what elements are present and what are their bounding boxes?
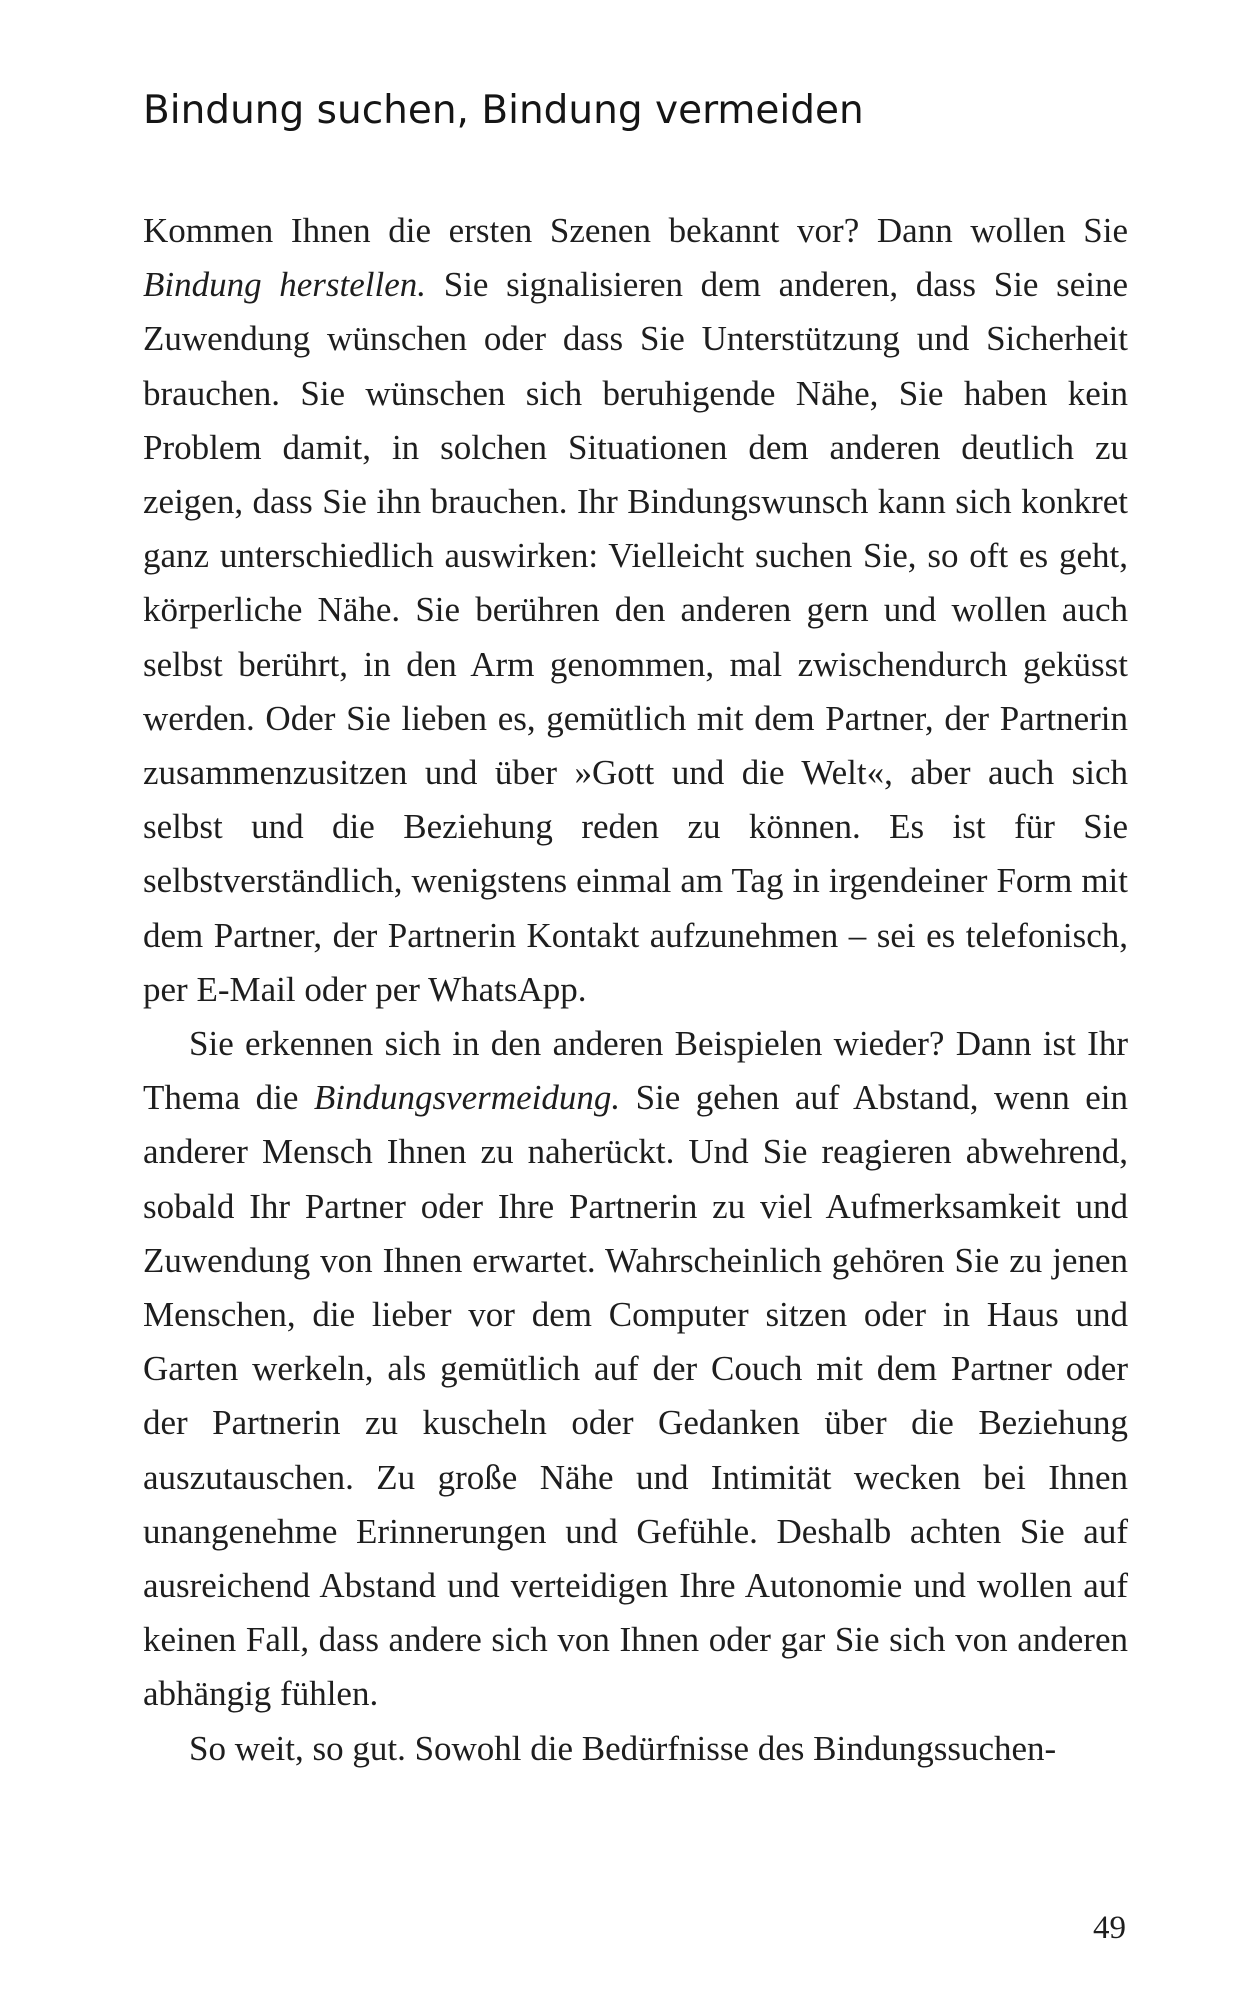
- paragraph-continuation: [143, 1722, 1128, 1776]
- paragraph-2-emphasis: Bindungsvermeidung.: [313, 1078, 621, 1118]
- paragraph-2-text-start: Sie erkennen sich in den anderen Beispielen wieder? Dann ist Ihr Thema die: [143, 1024, 1128, 1118]
- paragraph-bindungsvermeidung: [143, 1017, 1128, 1722]
- section-heading: Bindung suchen, Bindung vermeiden: [143, 88, 864, 133]
- body-text: [143, 204, 1128, 1776]
- paragraph-1-emphasis: Bindung herstellen.: [143, 265, 427, 305]
- paragraph-1-text-rest: Sie signalisieren dem anderen, dass Sie seine Zuwendung wünschen oder dass Sie Unterstützung und Sicherheit brauchen. Sie wünschen sich beruhigende Nähe, Sie haben kein Problem damit, in solchen Situationen dem anderen deutlich zu zeigen, dass Sie ihn brauchen. Ihr Bindungswunsch kann sich konkret ganz unterschiedlich auswirken: Vielleicht suchen Sie, so oft es geht, körperliche Nähe. Sie berühren den anderen gern und wollen auch selbst berührt, in den Arm genommen, mal zwischendurch geküsst werden. Oder Sie lieben es, gemütlich mit dem Partner, der Partnerin zusammenzusitzen und über »Gott und die Welt«, aber auch sich selbst und die Beziehung reden zu können. Es ist für Sie selbstverständlich, wenigstens einmal am Tag in irgendeiner Form mit dem Partner, der Partnerin Kontakt aufzunehmen – sei es telefonisch, per E-Mail oder per WhatsApp.: [143, 265, 1128, 1009]
- paragraph-bindung-herstellen: [143, 204, 1128, 1017]
- paragraph-3-text: So weit, so gut. Sowohl die Bedürfnisse des Bindungssuchen-: [189, 1728, 1057, 1768]
- paragraph-1-text-start: Kommen Ihnen die ersten Szenen bekannt vor? Dann wollen Sie: [143, 211, 1128, 250]
- page-number: 49: [1093, 1910, 1126, 1946]
- paragraph-2-text-rest: Sie gehen auf Abstand, wenn ein anderer Mensch Ihnen zu naherückt. Und Sie reagieren abwehrend, sobald Ihr Partner oder Ihre Partnerin zu viel Aufmerksamkeit und Zuwendung von Ihnen erwartet. Wahrscheinlich gehören Sie zu jenen Menschen, die lieber vor dem Computer sitzen oder in Haus und Garten werkeln, als gemütlich auf der Couch mit dem Partner oder der Partnerin zu kuscheln oder Gedanken über die Beziehung auszutauschen. Zu große Nähe und Intimität wecken bei Ihnen unangenehme Erinnerungen und Gefühle. Deshalb achten Sie auf ausreichend Abstand und verteidigen Ihre Autonomie und wollen auf keinen Fall, dass andere sich von Ihnen oder gar Sie sich von anderen abhängig fühlen.: [143, 1078, 1128, 1714]
